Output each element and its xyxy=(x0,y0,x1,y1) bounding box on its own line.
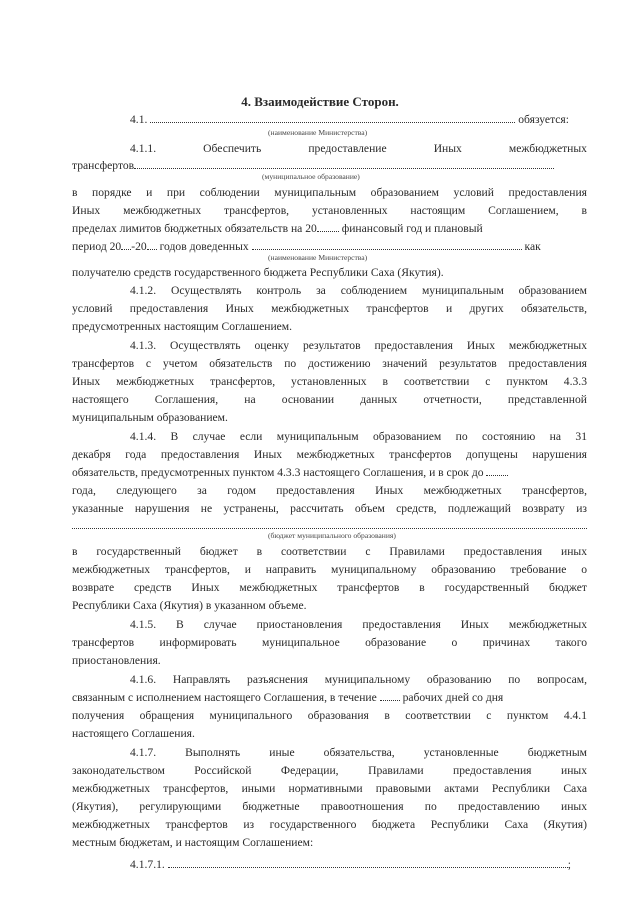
text-line: Иных межбюджетных трансфертов, установленных в соответствии с пунктом 4.3.3 xyxy=(72,375,587,388)
text-line: период 20 -20 годов доведенных как xyxy=(72,240,541,253)
text-line: приостановления. xyxy=(72,654,161,667)
blank-obligation xyxy=(168,856,568,868)
text-line: получения обращения муниципального образования в соответствии с пунктом 4.4.1 xyxy=(72,709,587,722)
text-line: настоящего Соглашения. xyxy=(72,727,195,740)
caption-municipality: (муниципальное образование) xyxy=(262,172,360,181)
text-line: Республики Саха (Якутия) в указанном объеме. xyxy=(72,599,307,612)
text-line: предусмотренных настоящим Соглашением. xyxy=(72,320,293,333)
blank-year xyxy=(121,238,131,250)
text-line: (Якутия), регулирующими бюджетные правоотношения по предоставлению иных xyxy=(72,800,587,813)
blank-ministry xyxy=(252,238,522,250)
text-line: настоящего Соглашения, на основании данных отчетности, представленной xyxy=(72,393,587,406)
text-line: 4.1.5. В случае приостановления предоставления Иных межбюджетных xyxy=(130,618,587,631)
text-line: 4.1.6. Направлять разъяснения муниципальному образованию по вопросам, xyxy=(130,673,587,686)
caption-ministry: (наименование Министерства) xyxy=(268,253,368,262)
text-line: трансфертов информировать муниципальное образование о причинах такого xyxy=(72,636,587,649)
text-line: межбюджетных трансфертов из государственного бюджета Республики Саха (Якутия) xyxy=(72,818,587,831)
text-line: муниципальным образованием. xyxy=(72,411,228,424)
text-line: возврате средств Иных межбюджетных трансфертов в государственный бюджет xyxy=(72,581,587,594)
text-line: 4.1.3. Осуществлять оценку результатов предоставления Иных межбюджетных xyxy=(130,339,587,352)
text-line: указанные нарушения не устранены, рассчитать объем средств, подлежащий возврату из xyxy=(72,502,587,515)
text-line: Иных межбюджетных трансфертов, установленных настоящим Соглашением, в xyxy=(72,204,587,217)
text-line: в государственный бюджет в соответствии с Правилами предоставления иных xyxy=(72,545,587,558)
obligation-text: обязуется: xyxy=(518,113,569,126)
text-line: 4.1.2. Осуществлять контроль за соблюдением муниципальным образованием xyxy=(130,284,587,297)
blank-municipality xyxy=(134,157,554,169)
clause-4-1 xyxy=(130,110,587,129)
text-line: межбюджетных трансфертов, и направить муниципальному образованию требование о xyxy=(72,563,587,576)
blank-budget-line xyxy=(72,528,587,529)
clause-number: 4.1. xyxy=(130,113,148,126)
clause-4-1-1-line: трансфертов xyxy=(72,156,587,175)
text-line: получателю средств государственного бюджета Республики Саха (Якутия). xyxy=(72,266,444,279)
caption-budget: (бюджет муниципального образования) xyxy=(268,531,396,540)
text-line: года, следующего за годом предоставления Иных межбюджетных трансфертов, xyxy=(72,484,587,497)
blank-year xyxy=(317,220,339,232)
text-line: межбюджетных трансфертов, иными нормативными правовыми актами Республики Саха xyxy=(72,782,587,795)
text-line: 4.1.4. В случае если муниципальным образованием по состоянию на 31 xyxy=(130,430,587,443)
text-line: пределах лимитов бюджетных обязательств на 20 финансовый год и плановый xyxy=(72,222,483,235)
text-line: местным бюджетам, и настоящим Соглашением: xyxy=(72,836,314,849)
blank-year xyxy=(147,238,157,250)
text-line: условий предоставления Иных межбюджетных трансфертов и других обязательств, xyxy=(72,302,587,315)
text-line: трансфертов с учетом обязательств по достижению значений результатов предоставления xyxy=(72,357,587,370)
clause-4-1-1-line: 4.1.1. Обеспечить предоставление Иных межбюджетных xyxy=(130,142,587,155)
section-title: 4. Взаимодействие Сторон. xyxy=(241,94,399,109)
clause-4-1-7-1: 4.1.7.1. ; xyxy=(130,858,571,871)
caption-ministry: (наименование Министерства) xyxy=(268,128,368,137)
text-line: 4.1.7. Выполнять иные обязательства, установленные бюджетным xyxy=(130,746,587,759)
blank-days xyxy=(380,689,400,701)
text-line: в порядке и при соблюдении муниципальным образованием условий предоставления xyxy=(72,186,587,199)
text-line: связанным с исполнением настоящего Соглашения, в течение рабочих дней со дня xyxy=(72,691,504,704)
text-line: декабря года предоставления Иных межбюджетных трансфертов допущены нарушения xyxy=(72,448,587,461)
blank-ministry xyxy=(150,111,515,123)
blank-deadline xyxy=(486,464,508,476)
text-line: законодательством Российской Федерации, Правилами предоставления иных xyxy=(72,764,587,777)
text-line: обязательств, предусмотренных пунктом 4.3.3 настоящего Соглашения, и в срок до xyxy=(72,463,587,482)
